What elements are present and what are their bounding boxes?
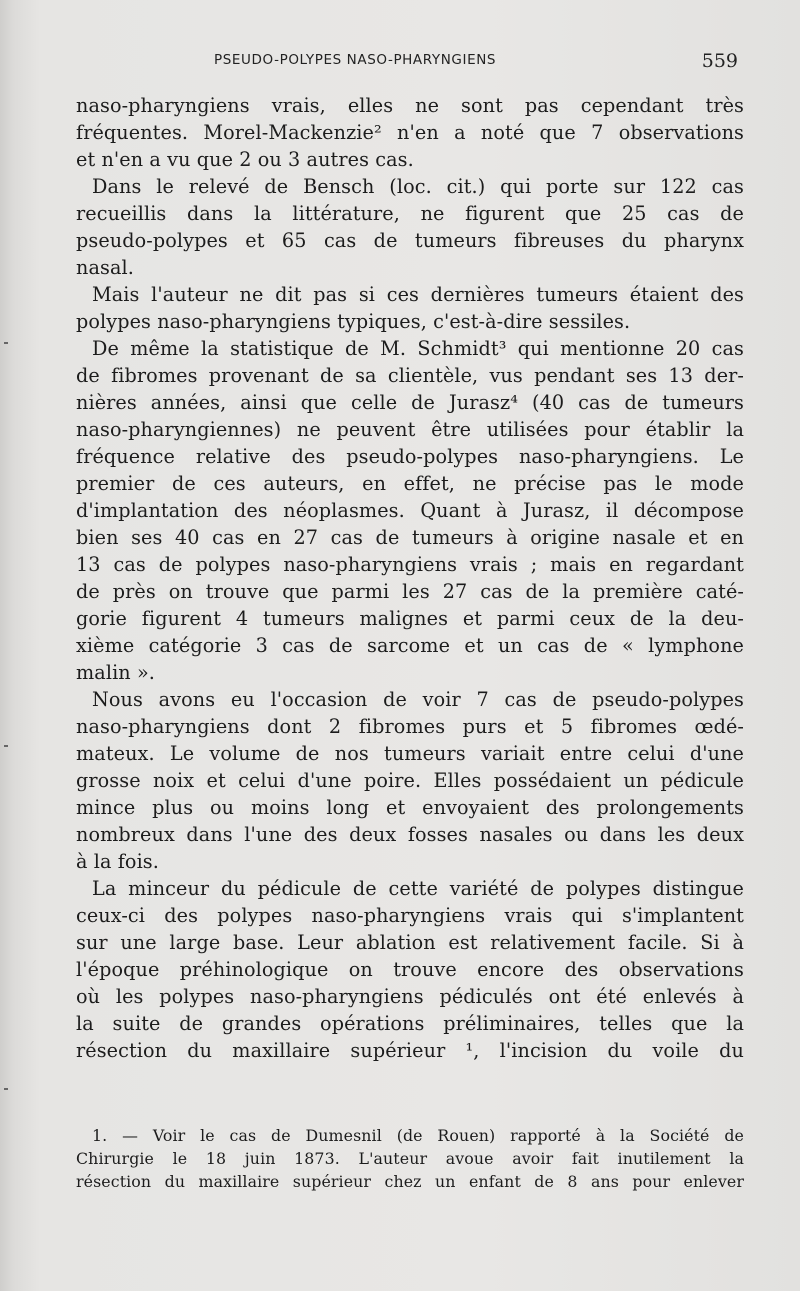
text-line: recueillis dans la littérature, ne figurent que 25 cas de: [76, 202, 744, 225]
text-line: naso-pharyngiens dont 2 fibromes purs et 5 fibromes œdé-: [76, 715, 744, 738]
footnotes: [76, 1124, 744, 1193]
text-line: d'implantation des néoplasmes. Quant à Jurasz, il décompose: [76, 499, 744, 522]
text-line: Nous avons eu l'occasion de voir 7 cas de pseudo-polypes: [92, 688, 744, 711]
text-line: Mais l'auteur ne dit pas si ces dernières tumeurs étaient des: [92, 283, 744, 306]
text-line: naso-pharyngiens vrais, elles ne sont pas cependant très: [76, 94, 744, 117]
text-line: gorie figurent 4 tumeurs malignes et parmi ceux de la deu-: [76, 607, 744, 630]
page-number: 559: [701, 50, 738, 72]
text-line: fréquence relative des pseudo-polypes naso-pharyngiens. Le: [76, 445, 744, 468]
text-line: premier de ces auteurs, en effet, ne précise pas le mode: [76, 472, 744, 495]
text-line: grosse noix et celui d'une poire. Elles possédaient un pédicule: [76, 769, 744, 792]
footnote-line: Chirurgie le 18 juin 1873. L'auteur avoue avoir fait inutilement la: [76, 1149, 744, 1168]
text-line: nières années, ainsi que celle de Jurasz⁴ (40 cas de tumeurs: [76, 391, 744, 414]
text-line: résection du maxillaire supérieur ¹, l'incision du voile du: [76, 1039, 744, 1062]
text-line: ceux-ci des polypes naso-pharyngiens vrais qui s'implantent: [76, 904, 744, 927]
text-line: où les polypes naso-pharyngiens pédiculés ont été enlevés à: [76, 985, 744, 1008]
text-line: La minceur du pédicule de cette variété de polypes distingue: [92, 877, 744, 900]
footnote-line: résection du maxillaire supérieur chez un enfant de 8 ans pour enlever: [76, 1172, 744, 1191]
page-header: [76, 50, 744, 76]
text-line: à la fois.: [76, 850, 159, 873]
text-line: pseudo-polypes et 65 cas de tumeurs fibreuses du pharynx: [76, 229, 744, 252]
text-line: De même la statistique de M. Schmidt³ qui mentionne 20 cas: [92, 337, 744, 360]
text-line: la suite de grandes opérations préliminaires, telles que la: [76, 1012, 744, 1035]
text-line: fréquentes. Morel-Mackenzie² n'en a noté que 7 observations: [76, 121, 744, 144]
body-text: [76, 92, 744, 1064]
text-line: xième catégorie 3 cas de sarcome et un cas de « lymphone: [76, 634, 744, 657]
text-line: Dans le relevé de Bensch (loc. cit.) qui porte sur 122 cas: [92, 175, 744, 198]
text-line: de près on trouve que parmi les 27 cas de la première caté-: [76, 580, 744, 603]
text-line: malin ».: [76, 661, 156, 684]
margin-mark: [4, 1088, 8, 1090]
running-title: PSEUDO-POLYPES NASO-PHARYNGIENS: [214, 52, 497, 68]
text-line: naso-pharyngiennes) ne peuvent être utilisées pour établir la: [76, 418, 744, 441]
text-line: mateux. Le volume de nos tumeurs variait entre celui d'une: [76, 742, 744, 765]
text-line: l'époque préhinologique on trouve encore des observations: [76, 958, 744, 981]
text-line: et n'en a vu que 2 ou 3 autres cas.: [76, 148, 414, 171]
text-line: polypes naso-pharyngiens typiques, c'est-à-dire sessiles.: [76, 310, 631, 333]
text-line: sur une large base. Leur ablation est relativement facile. Si à: [76, 931, 744, 954]
text-line: 13 cas de polypes naso-pharyngiens vrais ; mais en regardant: [76, 553, 744, 576]
text-line: nasal.: [76, 256, 134, 279]
footnote-line: 1. — Voir le cas de Dumesnil (de Rouen) rapporté à la Société de: [92, 1126, 744, 1145]
text-line: nombreux dans l'une des deux fosses nasales ou dans les deux: [76, 823, 744, 846]
margin-mark: [4, 745, 8, 747]
margin-mark: [4, 342, 8, 344]
text-line: bien ses 40 cas en 27 cas de tumeurs à origine nasale et en: [76, 526, 744, 549]
text-line: mince plus ou moins long et envoyaient des prolongements: [76, 796, 744, 819]
text-line: de fibromes provenant de sa clientèle, vus pendant ses 13 der-: [76, 364, 744, 387]
